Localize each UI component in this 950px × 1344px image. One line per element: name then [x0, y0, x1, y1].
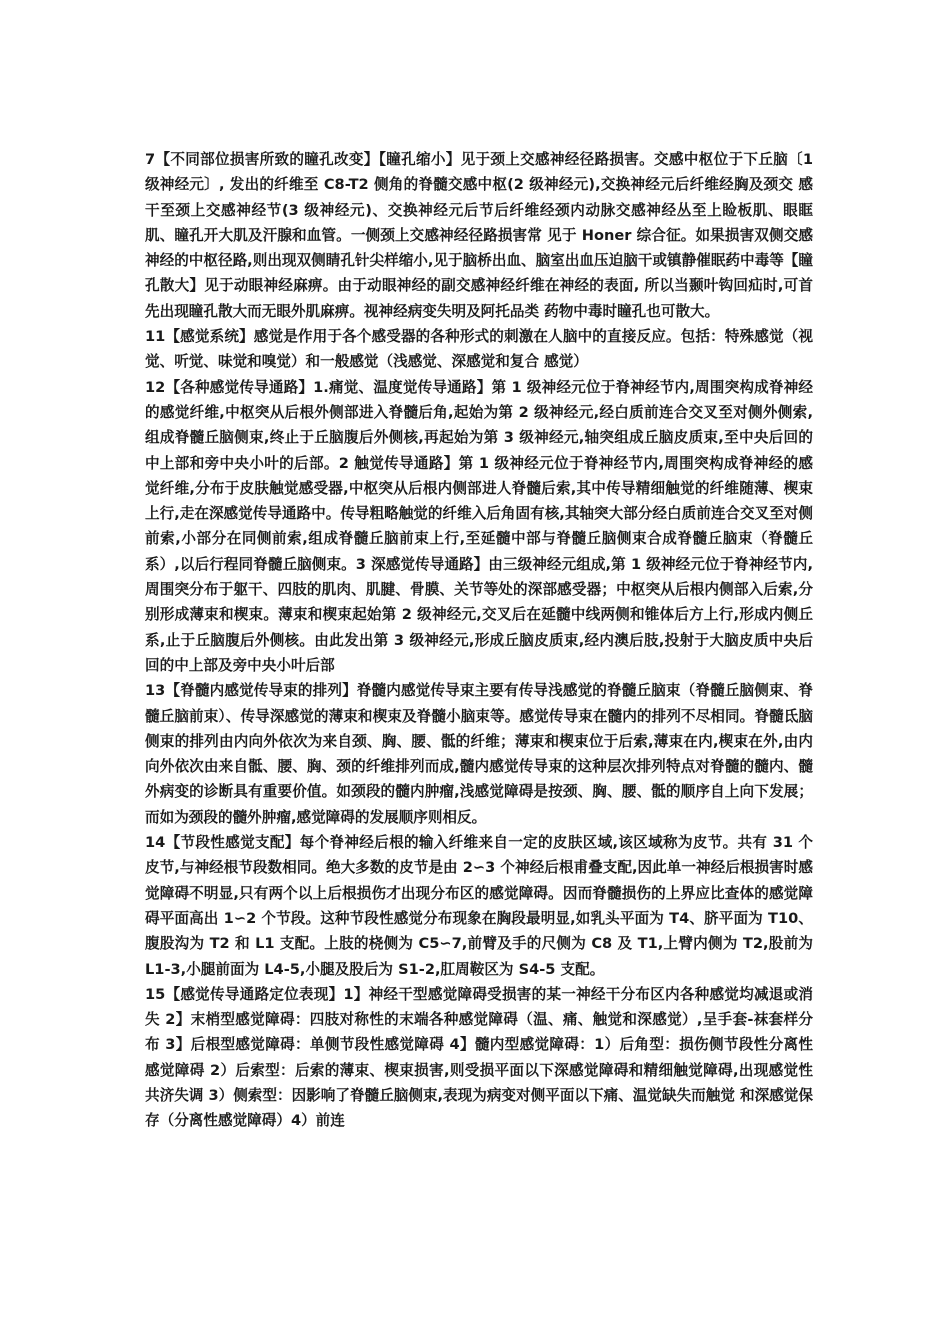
paragraph-sensory-pathways: 12【各种感觉传导通路】1.痛觉、温度觉传导通路】第 1 级神经元位于脊神经节内,周围突构成脊神经的感觉纤维,中枢突从后根外侧部进入脊髓后角,起始为第 2 级神经元,经白质前连合交叉至对侧外侧索,组成脊髓丘脑侧束,终止于丘脑腹后外侧核,再起始为第 3 级神经元,轴突组成丘脑皮质束,至中央后回的中上部和旁中央小叶的后部。2 触觉传导通路】第 1 级神经元位于脊神经节内,周围突构成脊神经的感觉纤维,分布于皮肤触觉感受器,中枢突从后根内侧部进人脊髓后索,其中传导精细触觉的纤维随薄、楔束上行,走在深感觉传导通路中。传导粗略触觉的纤维入后角固有核,其轴突大部分经白质前连合交叉至对侧前索,小部分在同侧前索,组成脊髓丘脑前束上行,至延髓中部与脊髓丘脑侧束合成脊髓丘脑束（脊髓丘系）,以后行程同脊髓丘脑侧束。3 深感觉传导通路】由三级神经元组成,第 1 级神经元位于脊神经节内,周围突分布于躯干、四肢的肌肉、肌腱、骨膜、关节等处的深部感受器；中枢突从后根内侧部入后索,分别形成薄束和楔束。薄束和楔束起始第 2 级神经元,交叉后在延髓中线两侧和锥体后方上行,形成内侧丘系,止于丘脑腹后外侧核。由此发出第 3 级神经元,形成丘脑皮质束,经内澳后肢,投射于大脑皮质中央后回的中上部及旁中央小叶后部	[145, 378, 813, 674]
paragraph-sensory-system: 11【感觉系统】感觉是作用于各个感受器的各种形式的刺激在人脑中的直接反应。包括：特殊感觉（视觉、听觉、味觉和嗅觉）和一般感觉（浅感觉、深感觉和复合 感觉）	[145, 328, 813, 371]
document-body	[145, 147, 813, 1134]
paragraph-pathway-localization: 15【感觉传导通路定位表现】1】神经干型感觉障碍受损害的某一神经干分布区内各种感觉均减退或消失 2】末梢型感觉障碍：四肢对称性的末端各种感觉障碍（温、痛、触觉和深感觉）,呈手套-袜套样分布 3】后根型感觉障碍：单侧节段性感觉障碍 4】髓内型感觉障碍：1）后角型：损伤侧节段性分离性感觉障碍 2）后索型：后索的薄束、楔束损害,则受损平面以下深感觉障碍和精细触觉障碍,出现感觉性共济失调 3）侧索型：因影响了脊髓丘脑侧束,表现为病变对侧平面以下痛、温觉缺失而触觉 和深感觉保存（分离性感觉障碍）4）前连	[145, 985, 813, 1130]
paragraph-pupil-changes: 7【不同部位损害所致的瞳孔改变】【瞳孔缩小】见于颈上交感神经径路损害。交感中枢位于下丘脑〔1级神经元〕, 发出的纤维至 C8-T2 侧角的脊髓交感中枢(2 级神经元),交换神经元后纤维经胸及颈交 感干至颈上交感神经节(3 级神经元)、交换神经元后节后纤维经颈内动脉交感神经丛至上睑板肌、眼眶肌、瞳孔开大肌及汗腺和血管。一侧颈上交感神经径路损害常 见于 Honer 综合征。如果损害双侧交感神经的中枢径路,则出现双侧睛孔针尖样缩小,见于脑桥出血、脑室出血压迫脑干或镇静催眠药中毒等【瞳孔散大】见于动眼神经麻痹。由于动眼神经的副交感神经纤维在神经的表面, 所以当颞叶钩回疝时,可首先出现瞳孔散大而无眼外肌麻痹。视神经病变失明及阿托品类 药物中毒时瞳孔也可散大。	[145, 151, 813, 320]
paragraph-spinal-tract-arrangement: 13【脊髓内感觉传导束的排列】脊髓内感觉传导束主要有传导浅感觉的脊髓丘脑束（脊髓丘脑侧束、脊髓丘脑前束）、传导深感觉的薄束和楔束及脊髓小脑束等。感觉传导束在髓内的排列不尽相同。脊髓氐脑侧束的排列由内向外依次为来自颈、胸、腰、骶的纤维；薄束和楔束位于后索,薄束在内,楔束在外,由内向外依次由来自骶、腰、胸、颈的纤维排列而成,髓内感觉传导束的这种层次排列特点对脊髓的髓内、髓外病变的诊断具有重要价值。如颈段的髓内肿瘤,浅感觉障碍是按颈、胸、腰、骶的顺序自上向下发展；而如为颈段的髓外肿瘤,感觉障碍的发展顺序则相反。	[145, 682, 813, 826]
paragraph-segmental-innervation: 14【节段性感觉支配】每个脊神经后根的输入纤维来自一定的皮肤区域,该区域称为皮节。共有 31 个皮节,与神经根节段数相同。绝大多数的皮节是由 2∽3 个神经后根甫叠支配,因此单一神经后根损害时感觉障碍不明显,只有两个以上后根损伤才出现分布区的感觉障碍。因而脊髓损伤的上界应比查体的感觉障碍平面高出 1∽2 个节段。这种节段性感觉分布现象在胸段最明显,如乳头平面为 T4、脐平面为 T10、腹股沟为 T2 和 L1 支配。上肢的桡侧为 C5∽7,前臂及手的尺侧为 C8 及 T1,上臂内侧为 T2,股前为 L1-3,小腿前面为 L4-5,小腿及股后为 S1-2,肛周鞍区为 S4-5 支配。	[145, 834, 813, 978]
